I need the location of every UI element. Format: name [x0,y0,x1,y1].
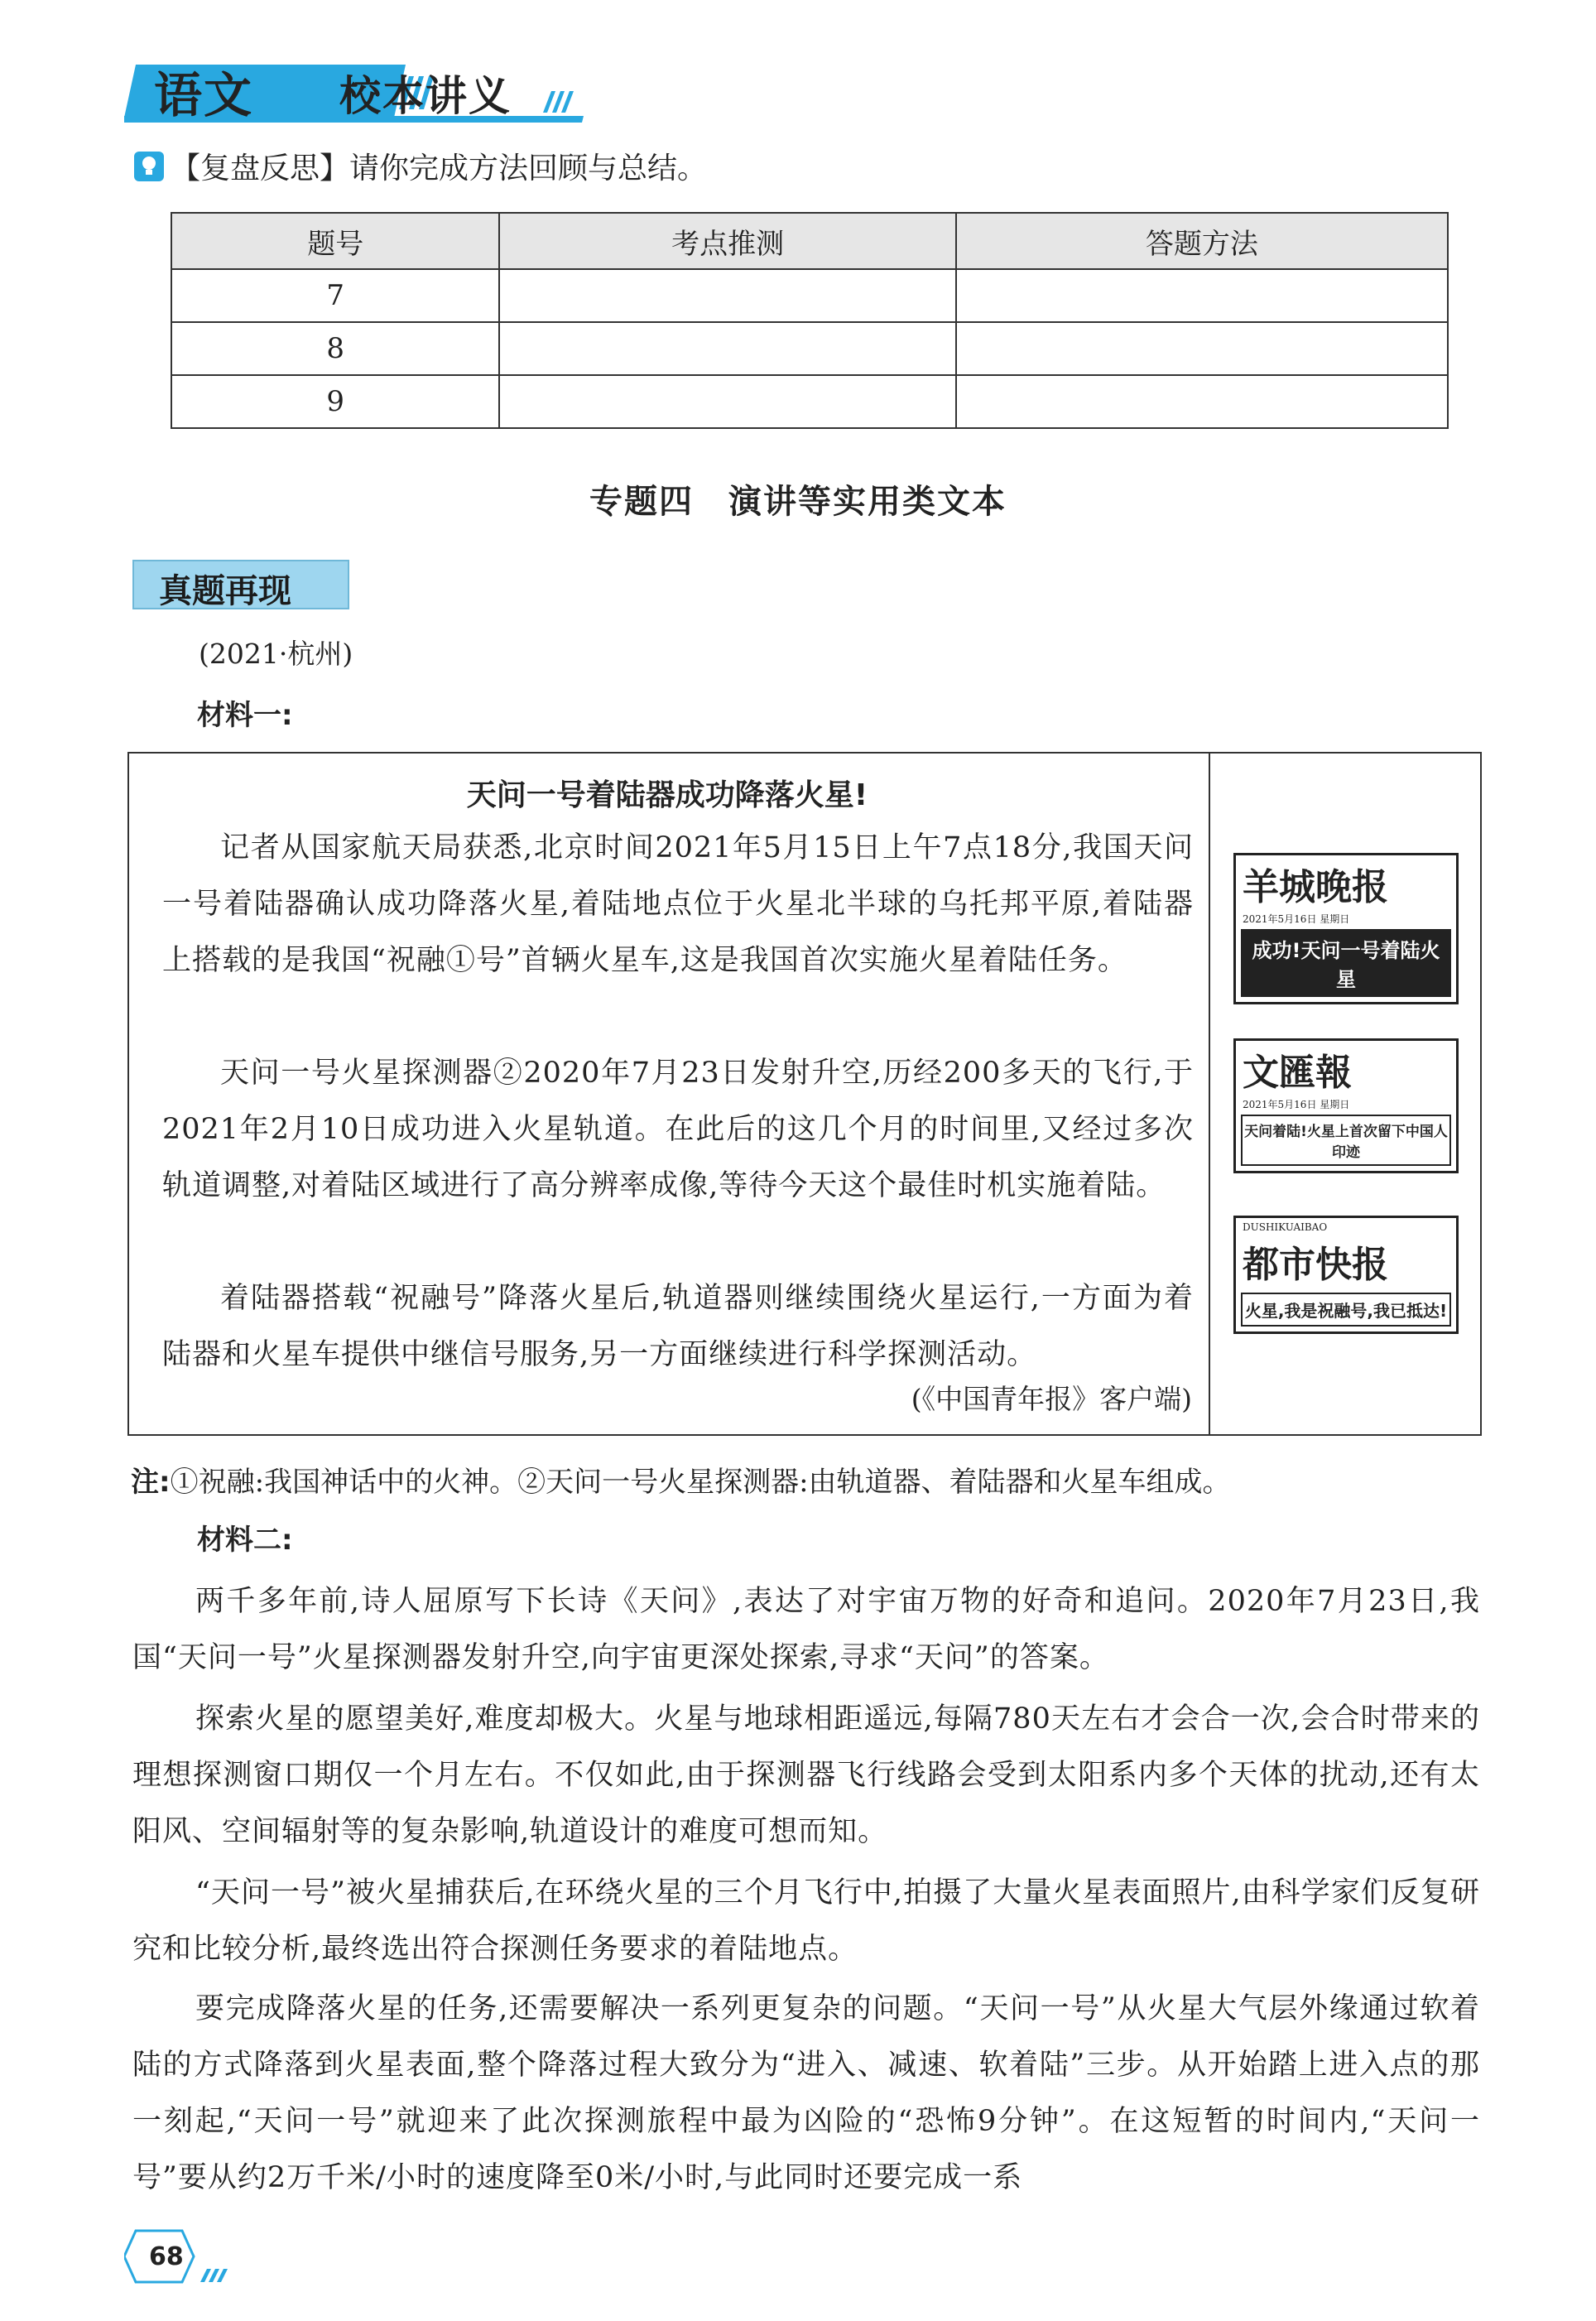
table-row [171,375,1448,428]
table-row [171,269,1448,322]
box-divider [1209,752,1210,1436]
material2-label: 材料二: [197,1524,293,1557]
material1-label: 材料一: [197,699,293,732]
newspaper-masthead: 都市快报 [1243,1244,1388,1286]
newspaper-clipping [1233,1038,1459,1173]
material2-paragraph: “天问一号”被火星捕获后,在环绕火星的三个月飞行中,拍摄了大量火星表面照片,由科学家们反复研究和比较分析,最终选出符合探测任务要求的着陆地点。 [132,1876,1480,1966]
book-title: 校本讲义 [339,72,512,120]
newspaper-masthead: 文匯報 [1243,1052,1352,1094]
footnote-label: 注: [131,1466,171,1499]
section-badge [132,560,349,609]
newspaper-headline: 火星,我是祝融号,我已抵达! [1241,1293,1451,1327]
article-paragraph: 着陆器搭载“祝融号”降落火星后,轨道器则继续围绕火星运行,一方面为着陆器和火星车提供中继信号服务,另一方面继续进行科学探测活动。 [162,1282,1194,1371]
question-number-cell: 7 [171,269,499,322]
answer-cell[interactable] [499,322,955,375]
review-label: 【复盘反思】请你完成方法回顾与总结。 [171,152,708,185]
section-badge-label: 真题再现 [159,572,291,610]
newspaper-date: 2021年5月16日 星期日 [1243,1099,1350,1110]
article-paragraph: 记者从国家航天局获悉,北京时间2021年5月15日上午7点18分,我国天问一号着陆器确认成功降落火星,着陆地点位于火星北半球的乌托邦平原,着陆器上搭载的是我国“祝融①号”首辆火星车,这是我国首次实施火星着陆任务。 [162,831,1194,977]
review-prompt [134,145,707,187]
newspaper-headline: 成功!天问一号着陆火星 [1241,929,1451,997]
answer-cell[interactable] [956,375,1448,428]
subject-title: 语文 [154,67,254,123]
material2-paragraph: 要完成降落火星的任务,还需要解决一系列更复杂的问题。“天问一号”从火星大气层外缘通过软着陆的方式降落到火星表面,整个降落过程大致分为“进入、减速、软着陆”三步。从开始踏上进入点的那一刻起,“天问一号”就迎来了此次探测旅程中最为凶险的“恐怖9分钟”。在这短暂的时间内,“天问一号”要从约2万千米/小时的速度降至0米/小时,与此同时还要完成一系 [132,1992,1480,2194]
column-header: 题号 [171,213,499,269]
answer-cell[interactable] [499,375,955,428]
answer-cell[interactable] [956,322,1448,375]
answer-cell[interactable] [956,269,1448,322]
newspaper-clipping [1233,853,1459,1004]
article-paragraph: 天问一号火星探测器②2020年7月23日发射升空,历经200多天的飞行,于2021年2月10日成功进入火星轨道。在此后的这几个月的时间里,又经过多次轨道调整,对着陆区域进行了高分辨率成像,等待今天这个最佳时机实施着陆。 [162,1057,1194,1202]
answer-cell[interactable] [499,269,955,322]
column-header: 答题方法 [956,213,1448,269]
page-number: 68 [149,2242,184,2271]
article-credit: (《中国青年报》客户端) [911,1383,1192,1415]
material2-paragraph: 两千多年前,诗人屈原写下长诗《天问》,表达了对宇宙万物的好奇和追问。2020年7月23日,我国“天问一号”火星探测器发射升空,向宇宙更深处探索,寻求“天问”的答案。 [132,1585,1480,1674]
newspaper-masthead: 羊城晚报 [1243,866,1388,908]
article-title: 天问一号着陆器成功降落火星! [466,778,868,812]
question-number-cell: 8 [171,322,499,375]
source-label: (2021·杭州) [199,638,353,670]
footnote [131,1459,1231,1500]
footnote-text: ①祝融:我国神话中的火神。②天问一号火星探测器:由轨道器、着陆器和火星车组成。 [170,1466,1231,1499]
table-header-row [171,213,1448,269]
column-header: 考点推测 [499,213,955,269]
page-number-badge [124,2227,248,2289]
material2-paragraph: 探索火星的愿望美好,难度却极大。火星与地球相距遥远,每隔780天左右才会合一次,会合时带来的理想探测窗口期仅一个月左右。不仅如此,由于探测器飞行线路会受到太阳系内多个天体的扰动,还有太阳风、空间辐射等的复杂影响,轨道设计的难度可想而知。 [132,1702,1480,1848]
newspaper-date: DUSHIKUAIBAO [1243,1221,1328,1233]
review-table [171,212,1449,429]
table-row [171,322,1448,375]
lightbulb-icon [134,152,164,181]
question-number-cell: 9 [171,375,499,428]
newspaper-clipping [1233,1216,1459,1334]
newspaper-date: 2021年5月16日 星期日 [1243,913,1350,925]
topic-title: 专题四 演讲等实用类文本 [589,483,1007,521]
newspaper-headline: 天问着陆!火星上首次留下中国人印迹 [1241,1115,1451,1166]
